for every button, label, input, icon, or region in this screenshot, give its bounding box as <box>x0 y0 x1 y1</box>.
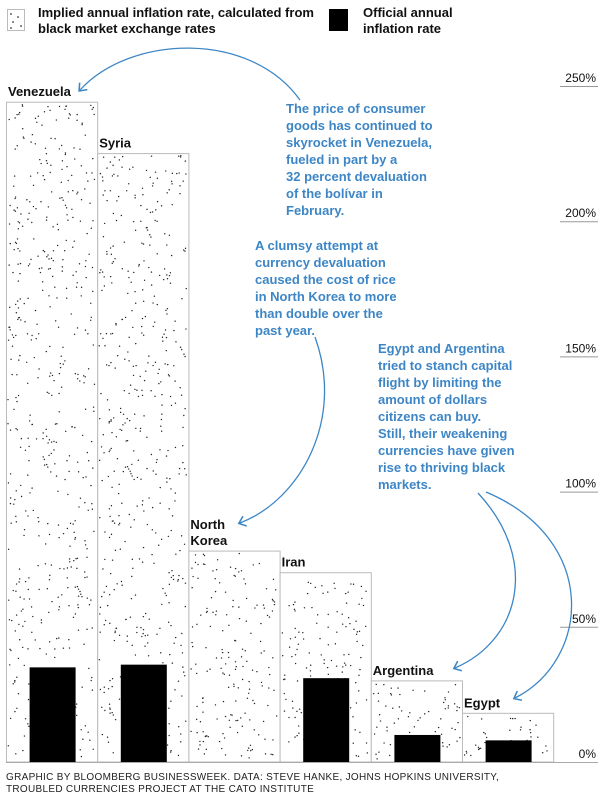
official-bar <box>30 667 76 762</box>
bar-group <box>371 663 462 762</box>
implied-bar <box>7 102 98 762</box>
category-label: Egypt <box>464 695 501 711</box>
official-bar <box>121 665 167 762</box>
category-label: Argentina <box>372 662 434 678</box>
official-bar <box>303 678 349 762</box>
arrow-egypt <box>486 492 572 698</box>
annotation-egypt-argentina: Egypt and Argentina tried to stanch capital flight by limiting the amount of dollars citizens can buy. Still, their weakening currencies have given rise to thriving black markets. <box>378 341 515 492</box>
official-bar <box>486 740 532 762</box>
implied-bar <box>189 551 280 762</box>
annotation-north-korea: A clumsy attempt at currency devaluation caused the cost of rice in North Korea to more than double over the past year. <box>255 238 397 338</box>
legend-implied-label: Implied annual inflation rate, calculated from black market exchange rates <box>38 5 314 36</box>
category-label: Venezuela <box>8 84 71 100</box>
arrow-argentina <box>455 493 515 668</box>
y-tick-label: 250% <box>565 71 596 85</box>
bar-group <box>280 555 371 762</box>
arrow-north-korea <box>240 337 325 523</box>
annotation-venezuela: The price of consumer goods has continued to skyrocket in Venezuela, fueled in part by a 32 percent devaluation of the bolívar in February. <box>286 101 433 218</box>
y-tick-label: 100% <box>565 476 596 491</box>
y-tick-label: 0% <box>578 747 596 761</box>
legend-official-label: Official annual inflation rate <box>363 5 453 36</box>
bar-group <box>463 695 554 762</box>
source-footer: GRAPHIC BY BLOOMBERG BUSINESSWEEK. DATA: STEVE HANKE, JOHNS HOPKINS UNIVERSITY, TROUBLED CURRENCIES PROJECT AT THE CATO INSTITUTE <box>6 772 500 795</box>
category-label: North Korea <box>190 517 228 549</box>
category-label: Syria <box>99 135 132 151</box>
bar-group <box>189 517 280 762</box>
y-tick-label: 150% <box>565 341 596 356</box>
official-bar <box>394 735 440 762</box>
y-tick-label: 50% <box>571 611 596 626</box>
category-label: Iran <box>281 554 306 570</box>
arrow-venezuela <box>80 48 300 100</box>
bar-group <box>7 84 98 762</box>
y-tick-label: 200% <box>565 206 596 221</box>
bar-group <box>98 136 189 762</box>
